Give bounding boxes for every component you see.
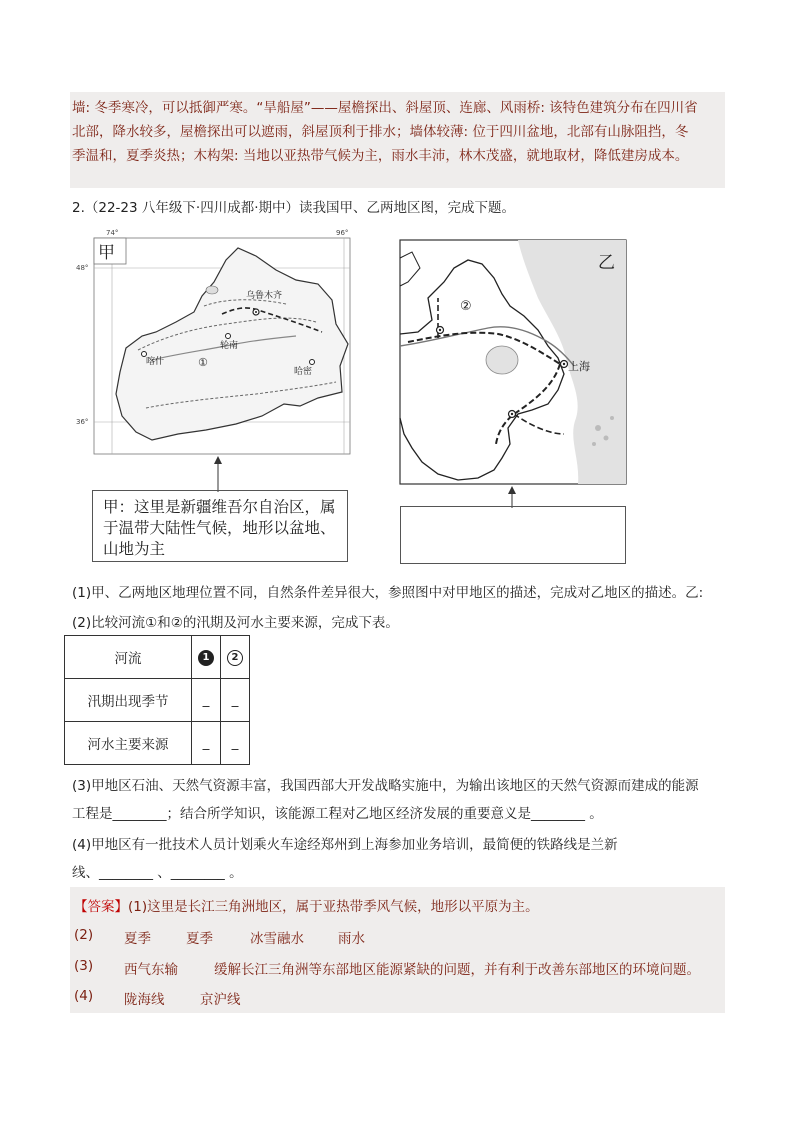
city-shanghai: 上海 <box>568 360 590 373</box>
lat-top-label: 48° <box>76 264 89 272</box>
city-hami: 哈密 <box>294 367 313 377</box>
answer-4 <box>74 988 714 1008</box>
previous-answer-line: 墙: 冬季寒冷，可以抵御严寒。“旱船屋”——屋檐探出、斜屋顶、连廊、风雨桥: 该特色建筑分布在四川省 <box>72 100 698 116</box>
subquestion-1: (1)甲、乙两地区地理位置不同，自然条件差异很大，参照图中对甲地区的描述，完成对乙地区的描述。乙: <box>72 585 704 601</box>
question-title: 2.（22-23 八年级下·四川成都·期中）读我国甲、乙两地区图，完成下题。 <box>72 200 515 216</box>
answer-2-source-1: 冰雪融水 <box>250 931 304 947</box>
answer-tag: 【答案】 <box>74 899 128 915</box>
previous-answer-block <box>70 92 725 188</box>
table-header-row <box>65 636 250 679</box>
answer-2-season-2: 夏季 <box>186 931 213 947</box>
answer-block <box>70 887 725 1013</box>
map-yi-caption-blank <box>400 506 626 564</box>
map-yi-label: 乙 <box>598 253 615 273</box>
table-header-cell <box>221 636 250 679</box>
answer-1-text: (1)这里是长江三角洲地区，属于亚热带季风气候，地形以平原为主。 <box>128 899 539 915</box>
previous-answer-line: 季温和，夏季炎热；木构架: 当地以亚热带气候为主，雨水丰沛，林木茂盛，就地取材，降低建房成本。 <box>72 148 689 164</box>
table-cell-blank: _ <box>192 722 221 765</box>
table-row <box>65 722 250 765</box>
table-cell: 汛期出现季节 <box>65 679 192 722</box>
river-marker-2: ② <box>460 299 472 314</box>
subquestion-3-line1: (3)甲地区石油、天然气资源丰富，我国西部大开发战略实施中，为输出该地区的天然气资源而建成的能源 <box>72 778 699 794</box>
table-cell: 河水主要来源 <box>65 722 192 765</box>
river-comparison-table <box>64 635 250 765</box>
arrow-yi <box>504 486 520 508</box>
map-jia-label: 甲 <box>98 243 115 263</box>
arrow-jia <box>210 456 226 492</box>
circled-one: 1 <box>198 650 214 666</box>
answer-4-line-1: 陇海线 <box>124 992 165 1008</box>
map-jia-caption: 甲：这里是新疆维吾尔自治区，属于温带大陆性气候，地形以盆地、山地为主 <box>92 490 348 562</box>
answer-2-num: (2) <box>74 927 94 943</box>
subquestion-4-line1: (4)甲地区有一批技术人员计划乘火车途经郑州到上海参加业务培训，最简便的铁路线是兰新 <box>72 837 618 853</box>
lon-right-label: 96° <box>336 229 349 237</box>
table-cell-blank: _ <box>221 679 250 722</box>
table-cell-blank: _ <box>192 679 221 722</box>
subquestion-4-line2: 线、________ 、________ 。 <box>72 865 243 881</box>
city-urumqi: 乌鲁木齐 <box>246 291 283 301</box>
table-header-cell: 河流 <box>65 636 192 679</box>
answer-3 <box>74 958 714 978</box>
map-yi <box>398 238 628 486</box>
table-row <box>65 679 250 722</box>
answer-3-num: (3) <box>74 958 94 974</box>
lat-bottom-label: 36° <box>76 418 89 426</box>
answer-3-project: 西气东输 <box>124 962 178 978</box>
answer-3-significance: 缓解长江三角洲等东部地区能源紧缺的问题，并有利于改善东部地区的环境问题。 <box>214 962 700 978</box>
answer-2 <box>74 927 714 947</box>
answer-4-line-2: 京沪线 <box>200 992 241 1008</box>
answer-2-source-2: 雨水 <box>338 931 365 947</box>
river-marker-1: ① <box>198 356 208 369</box>
table-header-cell <box>192 636 221 679</box>
table-cell-blank: _ <box>221 722 250 765</box>
previous-answer-line: 北部，降水较多，屋檐探出可以遮雨，斜屋顶利于排水；墙体较薄: 位于四川盆地，北部有山脉阻挡，冬 <box>72 124 689 140</box>
lon-left-label: 74° <box>106 229 119 237</box>
answer-4-num: (4) <box>74 988 94 1004</box>
circled-two: 2 <box>227 650 243 666</box>
subquestion-3-line2: 工程是________；结合所学知识，该能源工程对乙地区经济发展的重要意义是________ 。 <box>72 806 603 822</box>
city-kashgar: 喀什 <box>146 357 165 367</box>
map-jia <box>76 226 354 456</box>
subquestion-2: (2)比较河流①和②的汛期及河水主要来源，完成下表。 <box>72 615 399 631</box>
city-lunnan: 轮南 <box>220 341 239 351</box>
answer-2-season-1: 夏季 <box>124 931 151 947</box>
answer-1 <box>74 895 539 915</box>
